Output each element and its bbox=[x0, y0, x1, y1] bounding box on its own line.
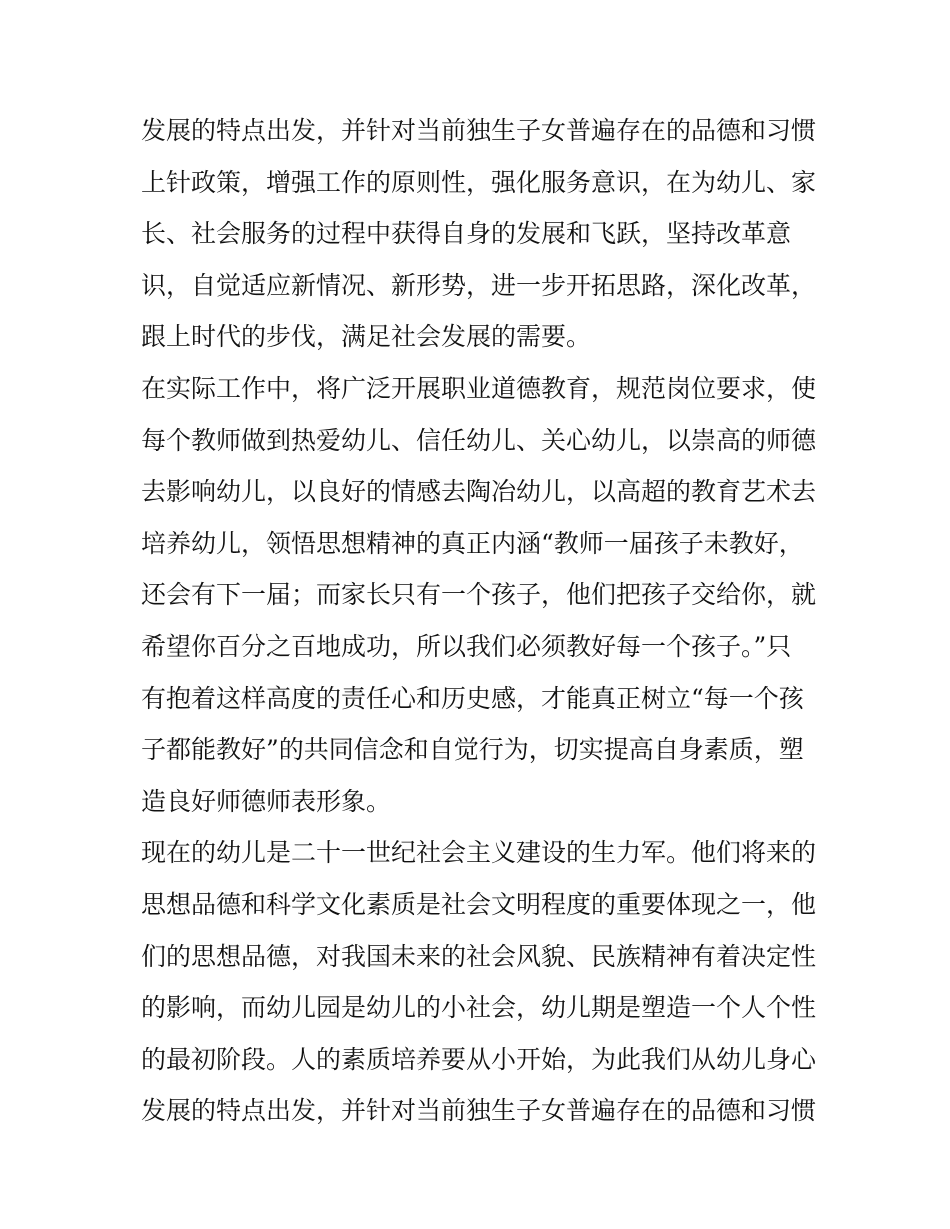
text-line: 发展的特点出发，并针对当前独生子女普遍存在的品德和习惯 bbox=[141, 1096, 817, 1126]
text-line: 们的思想品德，对我国未来的社会风貌、民族精神有着决定性 bbox=[141, 941, 817, 971]
text-line: 现在的幼儿是二十一世纪社会主义建设的生力军。他们将来的 bbox=[141, 838, 817, 868]
text-line: 每个教师做到热爱幼儿、信任幼儿、关心幼儿，以崇高的师德 bbox=[141, 425, 817, 455]
text-line: 子都能教好”的共同信念和自觉行为，切实提高自身素质，塑 bbox=[141, 735, 804, 765]
text-line: 的影响，而幼儿园是幼儿的小社会，幼儿期是塑造一个人个性 bbox=[141, 993, 817, 1023]
text-line: 识，自觉适应新情况、新形势，进一步开拓思路，深化改革， bbox=[141, 270, 817, 300]
text-line: 在实际工作中，将广泛开展职业道德教育，规范岗位要求，使 bbox=[141, 373, 817, 403]
text-line: 发展的特点出发，并针对当前独生子女普遍存在的品德和习惯 bbox=[141, 116, 817, 145]
text-line: 上针政策，增强工作的原则性，强化服务意识，在为幼儿、家 bbox=[141, 167, 817, 197]
text-line: 长、社会服务的过程中获得自身的发展和飞跃，坚持改革意 bbox=[141, 219, 792, 249]
text-line: 的最初阶段。人的素质培养要从小开始，为此我们从幼儿身心 bbox=[141, 1044, 817, 1074]
text-line: 还会有下一届；而家长只有一个孩子，他们把孩子交给你，就 bbox=[141, 580, 817, 610]
text-line: 跟上时代的步伐，满足社会发展的需要。 bbox=[141, 322, 592, 352]
text-line: 去影响幼儿，以良好的情感去陶冶幼儿，以高超的教育艺术去 bbox=[141, 477, 817, 507]
text-line: 造良好师德师表形象。 bbox=[141, 786, 392, 816]
text-line: 思想品德和科学文化素质是社会文明程度的重要体现之一，他 bbox=[141, 889, 817, 919]
text-line: 培养幼儿，领悟思想精神的真正内涵“教师一届孩子未教好， bbox=[141, 528, 804, 558]
text-line: 希望你百分之百地成功，所以我们必须教好每一个孩子。”只 bbox=[141, 631, 792, 661]
body-text bbox=[141, 105, 821, 1137]
text-line: 有抱着这样高度的责任心和历史感，才能真正树立“每一个孩 bbox=[141, 683, 804, 713]
